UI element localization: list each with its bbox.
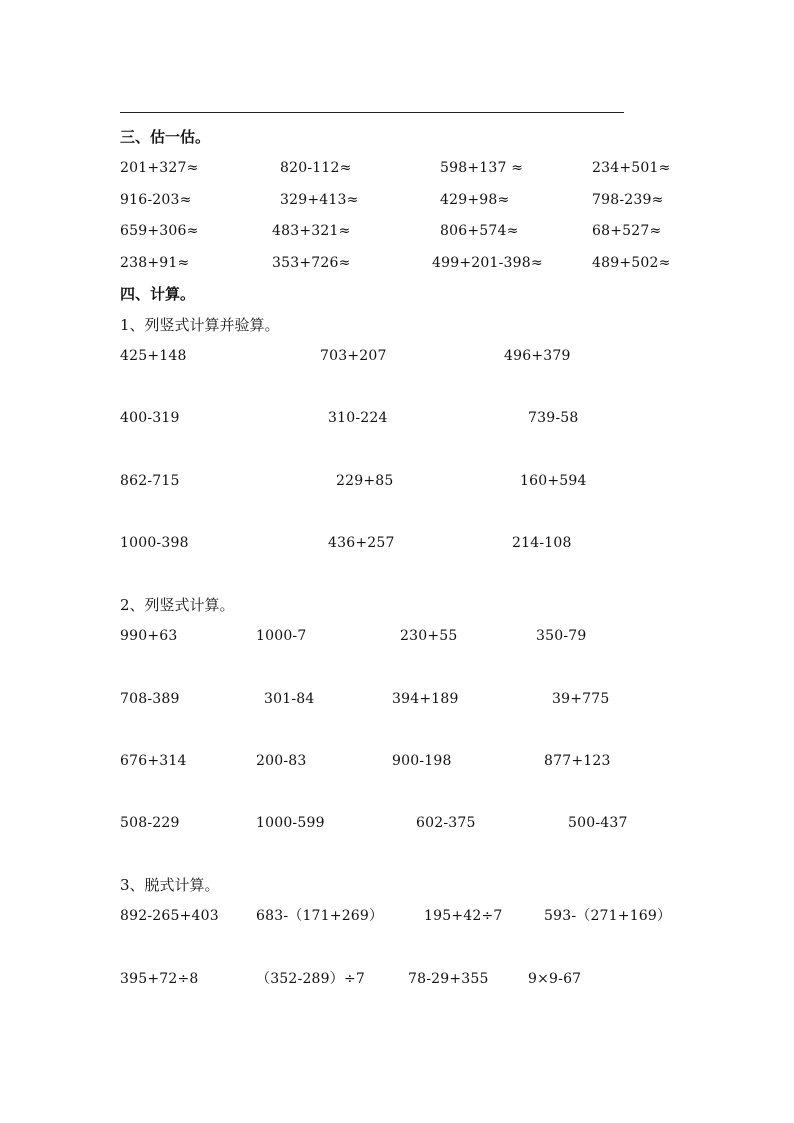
vertical-calc-item: 990+63 — [120, 628, 178, 644]
estimate-item: 329+413≈ — [280, 192, 359, 208]
estimate-item: 234+501≈ — [592, 160, 671, 176]
top-divider-line — [120, 112, 624, 113]
estimate-item: 353+726≈ — [272, 255, 351, 271]
estimate-item: 483+321≈ — [272, 223, 351, 239]
section3-title: 三、估一估。 — [120, 128, 211, 146]
vertical-calc-item: 200-83 — [256, 753, 307, 769]
estimate-item: 798-239≈ — [592, 192, 664, 208]
vertical-calc-item: 703+207 — [320, 348, 387, 364]
vertical-calc-item: 1000-398 — [120, 535, 189, 551]
estimate-item: 806+574≈ — [440, 223, 519, 239]
vertical-calc-item: 230+55 — [400, 628, 458, 644]
vertical-calc-item: 160+594 — [520, 473, 587, 489]
vertical-calc-item: 39+775 — [552, 691, 610, 707]
vertical-calc-item: 310-224 — [328, 410, 388, 426]
step-calc-item: 78-29+355 — [408, 971, 489, 987]
vertical-calc-item: 602-375 — [416, 815, 476, 831]
step-calc-item: （352-289）÷7 — [256, 971, 366, 987]
vertical-calc-item: 900-198 — [392, 753, 452, 769]
part2-title: 2、列竖式计算。 — [120, 596, 235, 614]
vertical-calc-item: 350-79 — [536, 628, 587, 644]
vertical-calc-item: 496+379 — [504, 348, 571, 364]
estimate-item: 238+91≈ — [120, 255, 190, 271]
vertical-calc-item: 739-58 — [528, 410, 579, 426]
vertical-calc-item: 1000-599 — [256, 815, 325, 831]
section4-title: 四、计算。 — [120, 285, 196, 303]
estimate-item: 659+306≈ — [120, 223, 199, 239]
vertical-calc-item: 301-84 — [264, 691, 315, 707]
vertical-calc-item: 508-229 — [120, 815, 180, 831]
vertical-calc-item: 676+314 — [120, 753, 187, 769]
estimate-item: 429+98≈ — [440, 192, 510, 208]
part1-title: 1、列竖式计算并验算。 — [120, 316, 280, 334]
vertical-calc-item: 877+123 — [544, 753, 611, 769]
vertical-calc-item: 500-437 — [568, 815, 628, 831]
vertical-calc-item: 862-715 — [120, 473, 180, 489]
part3-title: 3、脱式计算。 — [120, 876, 220, 894]
vertical-calc-item: 400-319 — [120, 410, 180, 426]
estimate-item: 68+527≈ — [592, 223, 662, 239]
vertical-calc-item: 394+189 — [392, 691, 459, 707]
estimate-item: 820-112≈ — [280, 160, 352, 176]
vertical-calc-item: 1000-7 — [256, 628, 307, 644]
vertical-calc-item: 708-389 — [120, 691, 180, 707]
estimate-item: 916-203≈ — [120, 192, 192, 208]
step-calc-item: 683-（171+269） — [256, 908, 384, 924]
estimate-item: 201+327≈ — [120, 160, 199, 176]
step-calc-item: 195+42÷7 — [424, 908, 503, 924]
vertical-calc-item: 214-108 — [512, 535, 572, 551]
step-calc-item: 593-（271+169） — [544, 908, 672, 924]
step-calc-item: 395+72÷8 — [120, 971, 199, 987]
estimate-item: 499+201-398≈ — [432, 255, 543, 271]
vertical-calc-item: 425+148 — [120, 348, 187, 364]
estimate-item: 598+137 ≈ — [440, 160, 524, 176]
vertical-calc-item: 436+257 — [328, 535, 395, 551]
vertical-calc-item: 229+85 — [336, 473, 394, 489]
estimate-item: 489+502≈ — [592, 255, 671, 271]
step-calc-item: 9×9-67 — [528, 971, 582, 987]
step-calc-item: 892-265+403 — [120, 908, 219, 924]
